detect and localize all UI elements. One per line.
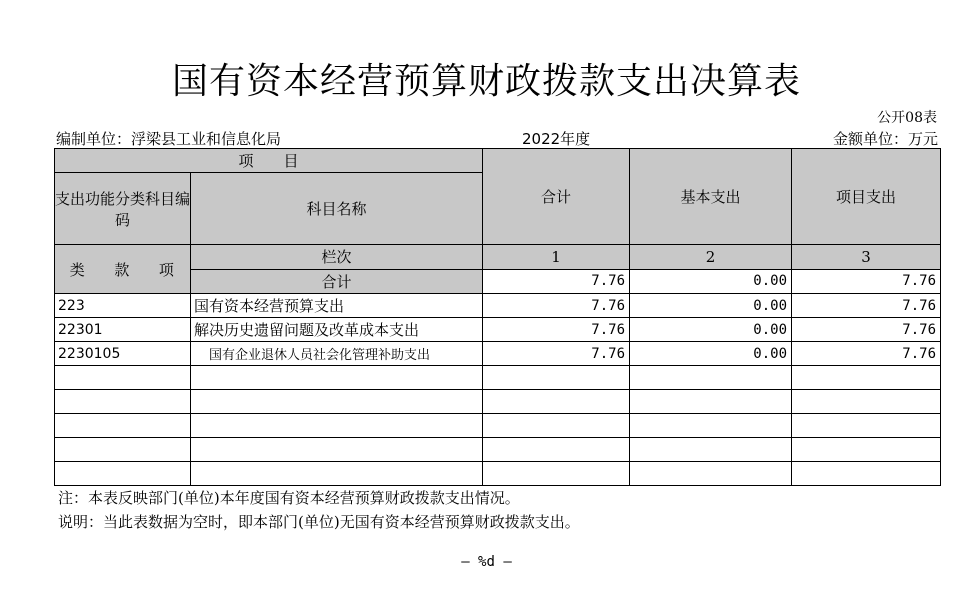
row-subject: 国有资本经营预算支出: [191, 294, 483, 318]
empty-row: [55, 462, 941, 486]
fiscal-year: 2022年度: [522, 130, 591, 148]
row-code: 2230105: [55, 342, 191, 366]
col-no-3: 3: [792, 245, 941, 270]
header-column-no: 栏次: [191, 245, 483, 270]
row-basic: 0.00: [630, 342, 792, 366]
table-row: [55, 318, 941, 342]
row-subject: 解决历史遗留问题及改革成本支出: [191, 318, 483, 342]
amount-unit: 金额单位：万元: [832, 130, 938, 148]
total-row-basic: 0.00: [630, 269, 792, 294]
header-project-expense: 项目支出: [792, 149, 941, 245]
empty-row: [55, 390, 941, 414]
header-lei: 类: [69, 260, 85, 279]
row-total: 7.76: [483, 342, 630, 366]
header-project: 项 目: [55, 149, 483, 173]
empty-row: [55, 366, 941, 390]
budget-table: [54, 148, 941, 486]
page-number: — %d —: [461, 554, 512, 570]
table-row: [55, 342, 941, 366]
header-xiang: 项: [158, 260, 174, 279]
page-title: 国有资本经营预算财政拨款支出决算表: [171, 61, 801, 102]
empty-row: [55, 414, 941, 438]
row-subject: 国有企业退休人员社会化管理补助支出: [191, 342, 483, 366]
note-2: 说明：当此表数据为空时，即本部门(单位)无国有资本经营预算财政拨款支出。: [58, 513, 580, 531]
header-total: 合计: [483, 149, 630, 245]
notes: [58, 486, 580, 534]
col-no-2: 2: [630, 245, 792, 270]
total-row-total: 7.76: [483, 269, 630, 294]
compiling-unit: 编制单位：浮梁县工业和信息化局: [56, 130, 282, 148]
table-row: [55, 294, 941, 318]
empty-row: [55, 438, 941, 462]
row-project: 7.76: [792, 318, 941, 342]
header-category-cells: [55, 245, 191, 294]
total-row-project: 7.76: [792, 269, 941, 294]
row-project: 7.76: [792, 342, 941, 366]
row-basic: 0.00: [630, 294, 792, 318]
header-subject-name: 科目名称: [191, 173, 483, 245]
row-code: 223: [55, 294, 191, 318]
form-code: 公开08表: [877, 110, 937, 126]
header-basic: 基本支出: [630, 149, 792, 245]
header-func-code: 支出功能分类科目编码: [55, 173, 191, 245]
row-basic: 0.00: [630, 318, 792, 342]
row-total: 7.76: [483, 294, 630, 318]
row-code: 22301: [55, 318, 191, 342]
note-1: 注：本表反映部门(单位)本年度国有资本经营预算财政拨款支出情况。: [58, 489, 520, 507]
col-no-1: 1: [483, 245, 630, 270]
meta-row: [54, 128, 938, 148]
row-project: 7.76: [792, 294, 941, 318]
header-kuan: 款: [114, 260, 130, 279]
row-total: 7.76: [483, 318, 630, 342]
total-row-label: 合计: [191, 269, 483, 294]
